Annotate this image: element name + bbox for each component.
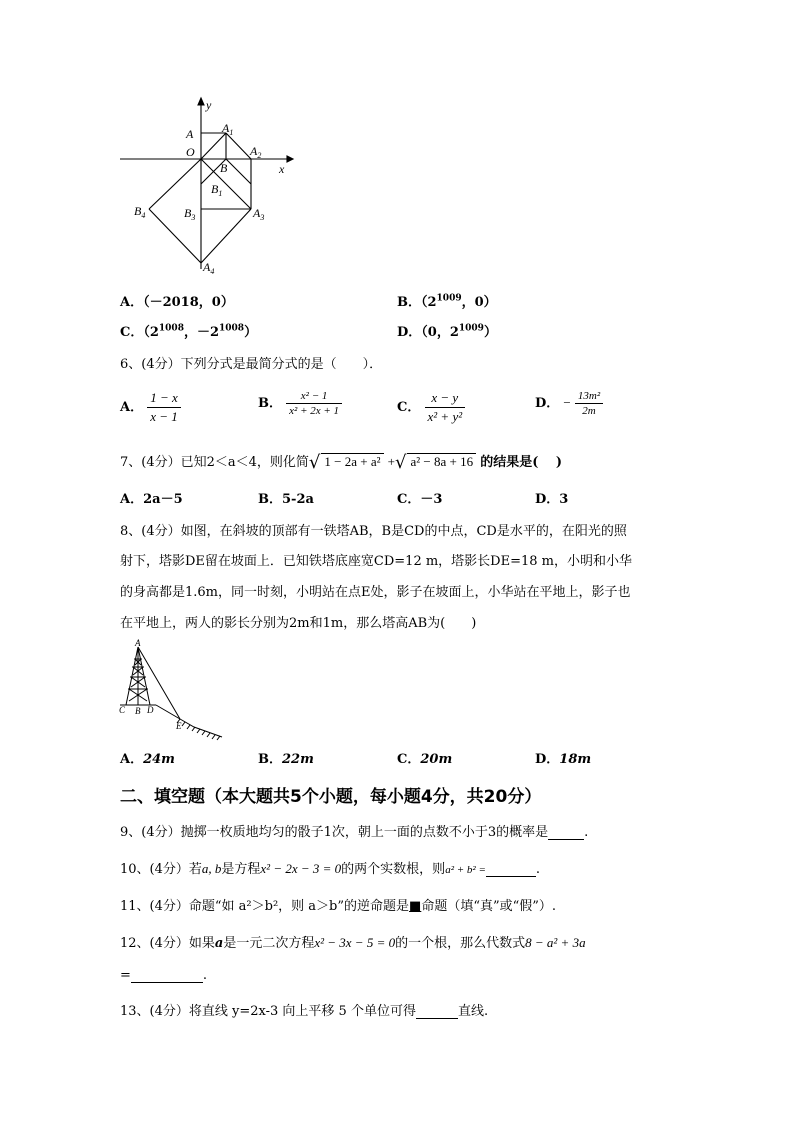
q5-option-a: A．（－2018，0） — [120, 295, 234, 310]
q11-answer-blank[interactable]: ■ — [409, 899, 422, 914]
q6-option-a: A． $\frac{1 - x}{x - 1}$ — [120, 390, 181, 425]
fig-label-A2: $A_2$ — [250, 144, 262, 160]
q12-answer-blank[interactable] — [131, 968, 203, 983]
q13: 13、(4分）将直线 y=2x-3 向上平移 5 个单位可得 直线. — [120, 1004, 489, 1019]
x-axis-arrow — [287, 156, 293, 162]
q12-line-2: = . — [120, 968, 208, 983]
tower-label-C: C — [119, 705, 126, 715]
q7-stem: 7、(4分）已知2＜a＜4，则化简√ 1 − 2a + a² +√ a² − 8a + 16 的结果是( ) — [120, 452, 563, 473]
q7-option-a: A．2a－5 — [120, 492, 183, 507]
q8-option-b: B．22m — [258, 752, 314, 767]
q8-line-2: 射下，塔影DE留在坡面上．已知铁塔底座宽CD=12 m，塔影长DE=18 m，小明和小华 — [120, 554, 632, 569]
tower-label-B: B — [135, 706, 141, 716]
q11: 11、(4分）命题“如 a²＞b²，则 a＞b”的逆命题是■命题（填“真”或“假”）. — [120, 899, 557, 914]
fig-label-B1: $B_1$ — [211, 182, 223, 198]
fig-label-O: O — [186, 145, 195, 159]
q5-option-c: C．（$2^{1008}$，$-2^{1008}$） — [120, 323, 258, 340]
fig-label-A3: $A_3$ — [253, 206, 265, 222]
fig-label-A4: $A_4$ — [203, 260, 215, 275]
q6-option-c: C． $\frac{x - y}{\text{x² + y²}}$ — [397, 390, 465, 425]
q6-option-b: B． $\frac{\text{x² − 1}}{\text{x² + 2x + 1}}$ — [258, 390, 342, 417]
q8-line-4: 在平地上，两人的影长分别为2m和1m，那么塔高AB为( ) — [120, 616, 477, 631]
coordinate-figure — [115, 95, 295, 275]
q6-stem: 6、(4分）下列分式是最简分式的是（ ）． — [120, 357, 383, 372]
fig-label-A1: $A_1$ — [222, 121, 234, 137]
q7-option-d: D．3 — [535, 492, 569, 507]
q10: 10、(4分）若a, b是方程x² − 2x − 3 = 0的两个实数根，则a² + b² = . — [120, 861, 541, 877]
section-title-fill-in: 二、填空题（本大题共5个小题，每小题4分，共20分） — [120, 787, 542, 807]
y-axis-arrow — [198, 98, 204, 105]
tower-label-E: E — [176, 721, 182, 731]
fig-label-x: x — [279, 162, 285, 176]
q8-line-1: 8、(4分）如图，在斜坡的顶部有一铁塔AB，B是CD的中点，CD是水平的，在阳光的照 — [120, 524, 627, 539]
q7-option-b: B．5-2a — [258, 492, 314, 507]
q5-option-d: D．（0，$2^{1009}$） — [397, 323, 497, 340]
sun-ray — [138, 647, 180, 719]
q9: 9、(4分）抛掷一枚质地均匀的骰子1次，朝上一面的点数不小于3的概率是 . — [120, 825, 589, 840]
q8-line-3: 的身高都是1.6m，同一时刻，小明站在点E处，影子在坡面上，小华站在平地上，影子也 — [120, 585, 631, 600]
q8-option-d: D．18m — [535, 752, 592, 767]
tower-figure — [118, 637, 226, 742]
fig-label-B4: $B_4$ — [134, 204, 146, 220]
q9-answer-blank[interactable] — [548, 825, 584, 840]
q10-answer-blank[interactable] — [486, 862, 536, 877]
tower-label-A: A — [135, 638, 141, 648]
q8-option-a: A．24m — [120, 752, 175, 767]
q7-option-c: C．－3 — [397, 492, 443, 507]
q6-option-d: D． − $\frac{\text{13m²}}{2m}$ — [535, 390, 603, 417]
q13-answer-blank[interactable] — [416, 1004, 458, 1019]
fig-label-y: y — [206, 98, 212, 112]
q8-option-c: C．20m — [397, 752, 453, 767]
slope-line — [156, 705, 222, 737]
tower-label-D: D — [147, 705, 154, 715]
fig-label-A: A — [186, 127, 194, 141]
fig-label-B: B — [220, 161, 228, 175]
q12: 12、(4分）如果a是一元二次方程x² − 3x − 5 = 0的一个根，那么代数式8 − a² + 3a — [120, 935, 586, 951]
q5-option-b: B．（$2^{1009}$，0） — [397, 293, 497, 310]
fig-label-B3: $B_3$ — [184, 206, 196, 222]
